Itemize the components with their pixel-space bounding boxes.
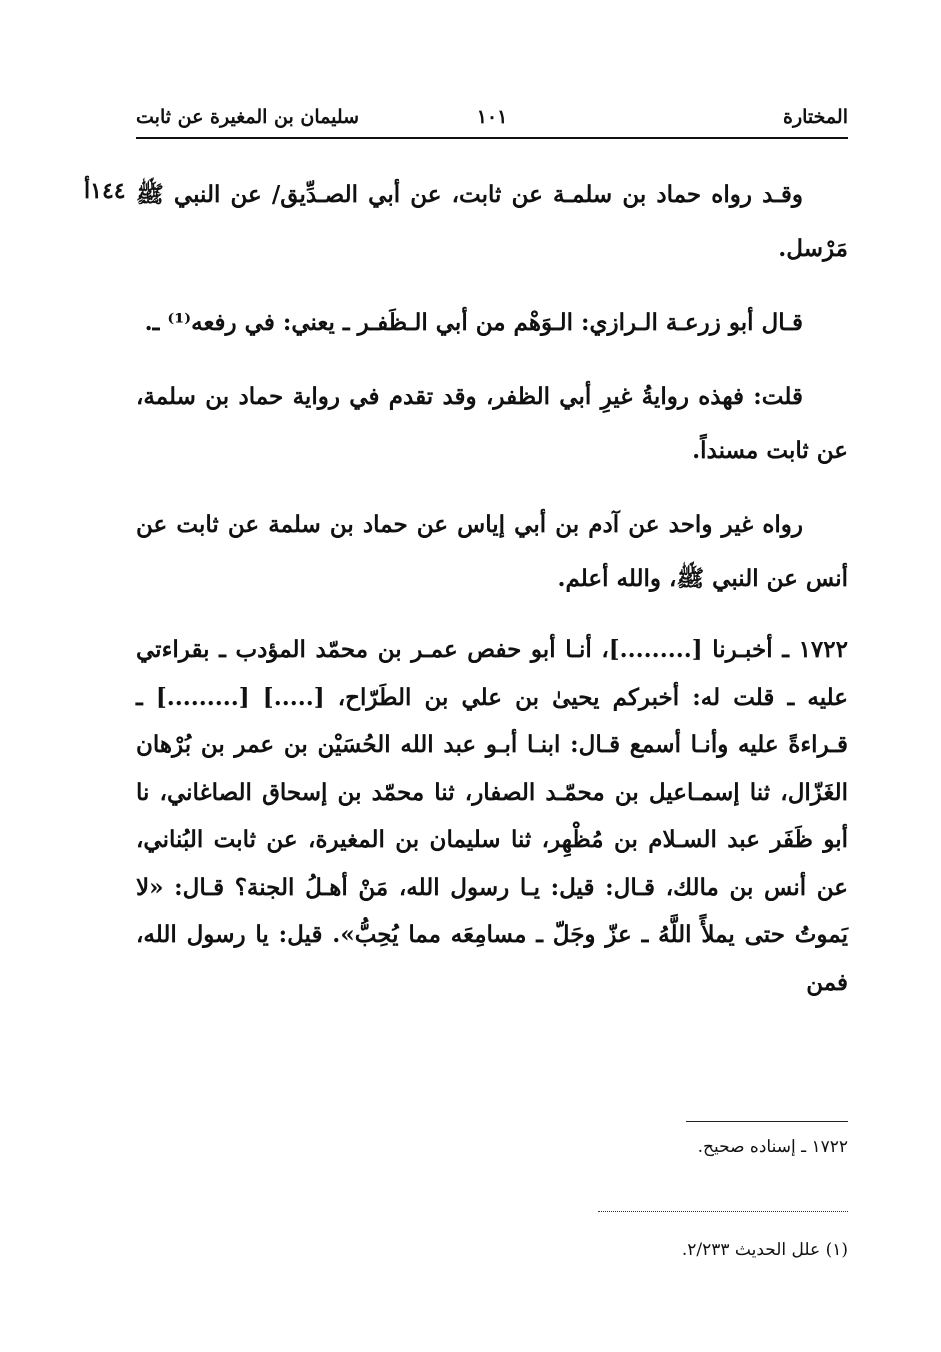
paragraph-abu-zurah: قـال أبو زرعـة الـرازي: الـوَهْم من أبي الـظَفـر ـ يعني: في رفعه⁽¹⁾ ـ. — [144, 309, 803, 336]
section-title: سليمان بن المغيرة عن ثابت — [136, 106, 360, 128]
paragraph-mursal: وقـد رواه حماد بن سلمـة عن ثابت، عن أبي الصـدِّيق/ عن النبي ﷺ مَرْسل. — [136, 181, 848, 262]
footnote-divider — [686, 1121, 848, 1122]
book-title: المختارة — [783, 106, 848, 128]
hadith-1722: ١٧٢٢ ـ أخبـرنا [.........]، أنـا أبو حفص عمـر بن محمّد المؤدب ـ بقراءتي عليه ـ قلت له: أخبركم يحيىٰ بن علي بن الطَرّاح، [.....] [.........] ـ قـراءةً عليه وأنـا أسمع قـال: ابنـا أبـو عبد الله الحُسَيْن بن عمر بن بُرْهان الغَزّال، ثنا إسمـاعيل بن محمّـد الصفار، ثنا محمّد بن إسحاق الصاغاني، نا أبو ظَفَر عبد السـلام بن مُظْهِر، ثنا سليمان بن المغيرة، عن ثابت البُناني، عن أنس بن مالك، قـال: قيل: يـا رسول الله، مَنْ أهـلُ الجنة؟ قـال: «لا يَموتُ حتى يملأً اللَّهُ ـ عزّ وجَلّ ـ مسامِعَه مما يُحِبُّ». قيل: يا رسول الله، فمن — [136, 636, 849, 996]
footnote-hadith-grading: ١٧٢٢ ـ إسناده صحيح. — [697, 1137, 848, 1157]
main-text — [136, 168, 848, 1006]
running-header — [136, 103, 848, 139]
manuscript-folio-marker: ١٤٤أ — [84, 178, 126, 204]
page-number: ١٠١ — [476, 106, 508, 128]
paragraph-rawahu: رواه غير واحد عن آدم بن أبي إياس عن حماد بن سلمة عن ثابت عن أنس عن النبي ﷺ، والله أعلم. — [136, 511, 848, 592]
paragraph-qultu: قلت: فهذه روايةُ غيرِ أبي الظفر، وقد تقدم في رواية حماد بن سلمة، عن ثابت مسنداً. — [136, 383, 848, 464]
footnote-1: (١) علل الحديث ٢/٢٣٣. — [681, 1240, 848, 1260]
footnote-dotted-divider — [598, 1211, 848, 1212]
